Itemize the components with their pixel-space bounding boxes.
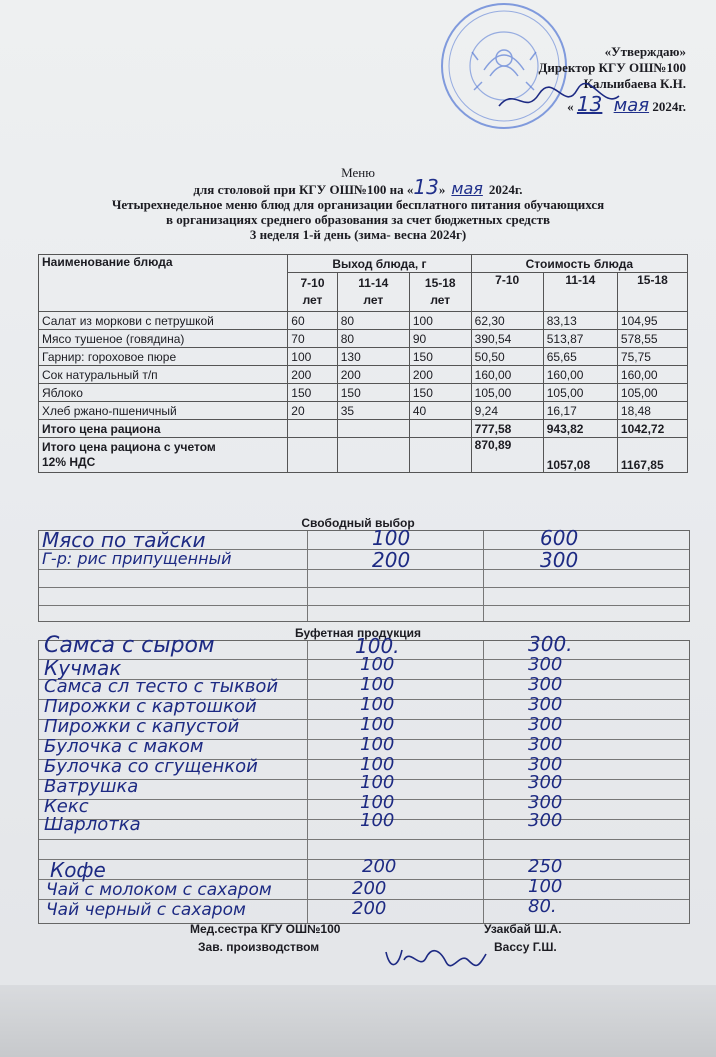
- col-cost-header: Стоимость блюда: [471, 255, 687, 273]
- page-shadow: [0, 985, 716, 1057]
- buffet-item-price: 300: [528, 810, 563, 831]
- free-item-price: 300: [540, 548, 579, 572]
- output-value: 80: [337, 330, 409, 348]
- dish-name: Гарнир: гороховое пюре: [39, 348, 288, 366]
- total-cost: 777,58: [471, 420, 543, 438]
- free-item-weight: 100: [372, 526, 411, 550]
- cost-value: 16,17: [543, 402, 617, 420]
- buffet-item-weight: 100.: [355, 634, 400, 658]
- output-value: 40: [409, 402, 471, 420]
- buffet-item-price: 300: [528, 754, 563, 775]
- buffet-item-weight: 100: [360, 654, 395, 675]
- cost-value: 105,00: [543, 384, 617, 402]
- buffet-item-name: Кекс: [44, 796, 89, 817]
- menu-title: Меню: [341, 165, 375, 180]
- cost-value: 160,00: [543, 366, 617, 384]
- buffet-item-name: Пирожки с картошкой: [44, 696, 257, 717]
- buffet-item-price: 300: [528, 714, 563, 735]
- drink-weight: 200: [352, 898, 387, 919]
- cost-value: 50,50: [471, 348, 543, 366]
- buffet-item-weight: 100: [360, 754, 395, 775]
- nurse-title: Мед.сестра КГУ ОШ№100: [190, 922, 341, 936]
- buffet-item-price: 300.: [528, 632, 573, 656]
- output-value: 100: [409, 312, 471, 330]
- output-value: 150: [288, 384, 337, 402]
- drink-weight: 200: [352, 878, 387, 899]
- total-vat-row: [39, 438, 688, 473]
- output-value: 130: [337, 348, 409, 366]
- menu-date-day: 13: [413, 175, 439, 199]
- buffet-item-weight: 100: [360, 674, 395, 695]
- col-dish-header: Наименование блюда: [39, 255, 288, 312]
- output-value: 60: [288, 312, 337, 330]
- dish-name: Яблоко: [39, 384, 288, 402]
- buffet-title: Буфетная продукция: [295, 626, 421, 640]
- approve-date-day: 13: [576, 92, 603, 116]
- cost-value: 65,65: [543, 348, 617, 366]
- menu-week: 3 неделя 1-й день (зима- весна 2024г): [249, 227, 467, 242]
- menu-funding: в организациях среднего образования за счет бюджетных средств: [165, 212, 551, 227]
- buffet-item-name: Самса сл тесто с тыквой: [44, 676, 279, 697]
- buffet-item-weight: 100: [360, 734, 395, 755]
- buffet-item-price: 300: [528, 792, 563, 813]
- col-output-header: Выход блюда, г: [288, 255, 471, 273]
- cost-value: 62,30: [471, 312, 543, 330]
- buffet-item-price: 300: [528, 734, 563, 755]
- cost-value: 513,87: [543, 330, 617, 348]
- chef-name: Вассу Г.Ш.: [494, 940, 557, 954]
- cost-value: 75,75: [617, 348, 687, 366]
- table-row: [39, 312, 688, 330]
- output-value: 200: [337, 366, 409, 384]
- total-vat-cost: 1167,85: [617, 438, 687, 473]
- menu-date-month: мая: [451, 179, 483, 198]
- drink-name: Чай с молоком с сахаром: [46, 880, 272, 900]
- cost-value: 160,00: [471, 366, 543, 384]
- drink-price: 250: [528, 856, 563, 877]
- cost-value: 105,00: [617, 384, 687, 402]
- table-row: [39, 402, 688, 420]
- table-row: [39, 366, 688, 384]
- total-vat-cost: 870,89: [471, 438, 543, 473]
- chef-signature: [380, 940, 490, 976]
- dish-name: Сок натуральный т/п: [39, 366, 288, 384]
- director-signature: [495, 82, 625, 118]
- buffet-item-name: Пирожки с капустой: [44, 716, 240, 737]
- buffet-item-name: Кучмак: [44, 656, 122, 680]
- dish-name: Хлеб ржано-пшеничный: [39, 402, 288, 420]
- total-cost: 943,82: [543, 420, 617, 438]
- drink-name: Чай черный с сахаром: [46, 900, 246, 920]
- approve-name: Калыибаева К.Н.: [583, 76, 686, 91]
- total-vat-cost: 1057,08: [543, 438, 617, 473]
- total-cost: 1042,72: [617, 420, 687, 438]
- buffet-item-name: Самса с сыром: [44, 633, 215, 658]
- buffet-item-name: Шарлотка: [44, 814, 141, 835]
- output-value: 80: [337, 312, 409, 330]
- drink-name: Кофе: [50, 858, 106, 882]
- output-value: 70: [288, 330, 337, 348]
- buffet-item-name: Ватрушка: [44, 776, 139, 797]
- cost-value: 160,00: [617, 366, 687, 384]
- dish-name: Салат из моркови с петрушкой: [39, 312, 288, 330]
- dish-name: Мясо тушеное (говядина): [39, 330, 288, 348]
- buffet-item-price: 300: [528, 674, 563, 695]
- cost-value: 104,95: [617, 312, 687, 330]
- cost-value: 18,48: [617, 402, 687, 420]
- output-value: 150: [409, 348, 471, 366]
- buffet-item-price: 300: [528, 694, 563, 715]
- free-item-name: Г-р: рис припущенный: [42, 549, 232, 568]
- age-header: 15-18 лет: [409, 273, 471, 312]
- approve-title: «Утверждаю»: [604, 44, 686, 59]
- approve-date: « 13 мая 2024г.: [567, 92, 686, 116]
- drink-price: 100: [528, 876, 563, 897]
- total-row: [39, 420, 688, 438]
- menu-heading: [0, 165, 716, 242]
- buffet-item-weight: 100: [360, 792, 395, 813]
- drink-price: 80.: [528, 896, 557, 917]
- output-value: 90: [409, 330, 471, 348]
- drink-weight: 200: [362, 856, 397, 877]
- buffet-item-name: Булочка со сгущенкой: [44, 756, 258, 777]
- age-header: 7-10 лет: [288, 273, 337, 312]
- free-item-price: 600: [540, 526, 579, 550]
- buffet-item-price: 300: [528, 654, 563, 675]
- free-item-weight: 200: [372, 548, 411, 572]
- approve-date-month: мая: [613, 95, 650, 116]
- age-header: 11-14 лет: [337, 273, 409, 312]
- buffet-item-weight: 100: [360, 810, 395, 831]
- buffet-item-weight: 100: [360, 694, 395, 715]
- cost-value: 105,00: [471, 384, 543, 402]
- free-choice-title: Свободный выбор: [301, 516, 415, 530]
- menu-table: [38, 254, 688, 473]
- approve-position: Директор КГУ ОШ№100: [538, 60, 686, 75]
- menu-subtitle: для столовой при КГУ ОШ№100 на «13» мая 2024г.: [193, 175, 523, 199]
- age-header: 11-14: [543, 273, 617, 312]
- cost-value: 390,54: [471, 330, 543, 348]
- age-header: 7-10: [471, 273, 543, 312]
- output-value: 35: [337, 402, 409, 420]
- free-item-name: Мясо по тайски: [42, 528, 206, 552]
- chef-title: Зав. производством: [198, 940, 320, 954]
- output-value: 150: [409, 384, 471, 402]
- total-label: Итого цена рациона: [39, 420, 288, 438]
- buffet-item-weight: 100: [360, 714, 395, 735]
- nurse-name: Узакбай Ш.А.: [484, 922, 562, 936]
- output-value: 20: [288, 402, 337, 420]
- buffet-item-name: Булочка с маком: [44, 736, 204, 757]
- cost-value: 578,55: [617, 330, 687, 348]
- output-value: 200: [288, 366, 337, 384]
- age-header: 15-18: [617, 273, 687, 312]
- output-value: 200: [409, 366, 471, 384]
- output-value: 100: [288, 348, 337, 366]
- cost-value: 9,24: [471, 402, 543, 420]
- output-value: 150: [337, 384, 409, 402]
- cost-value: 83,13: [543, 312, 617, 330]
- buffet-item-price: 300: [528, 772, 563, 793]
- table-row: [39, 348, 688, 366]
- menu-purpose: Четырехнедельное меню блюд для организации бесплатного питания обучающихся: [111, 197, 605, 212]
- table-row: [39, 384, 688, 402]
- buffet-item-weight: 100: [360, 772, 395, 793]
- total-vat-label: Итого цена рациона с учетом 12% НДС: [39, 438, 288, 473]
- table-row: [39, 330, 688, 348]
